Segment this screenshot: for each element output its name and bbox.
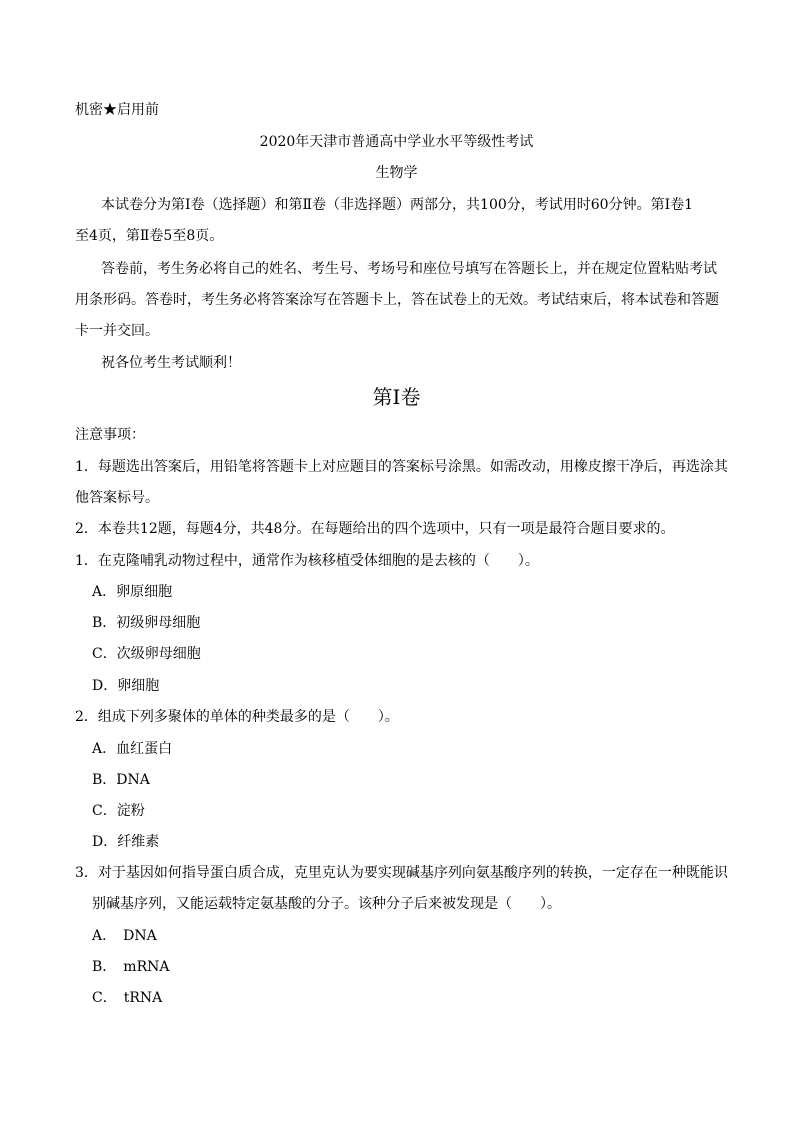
question-2-option-b: B．DNA <box>92 772 150 788</box>
notes-title: 注意事项： <box>75 427 145 443</box>
question-3-option-a: A． DNA <box>92 928 157 944</box>
section-heading: 第Ⅰ卷 <box>372 385 421 409</box>
question-1-option-a: A．卵原细胞 <box>92 584 173 600</box>
intro-paragraph-3: 祝各位考生考试顺利！ <box>101 355 241 371</box>
question-2-stem: 2．组成下列多聚体的单体的种类最多的是（ ）。 <box>75 709 399 725</box>
question-1-stem: 1．在克隆哺乳动物过程中，通常作为核移植受体细胞的是去核的（ ）。 <box>75 553 539 569</box>
question-3-option-c: C． tRNA <box>92 990 163 1006</box>
question-1-option-b: B．初级卵母细胞 <box>92 615 201 631</box>
question-1-option-d: D．卵细胞 <box>92 678 160 694</box>
note-2: 2．本卷共12题，每题4分，共48分。在每题给出的四个选项中，只有一项是最符合题目要求的。 <box>75 521 675 537</box>
question-1-option-c: C．次级卵母细胞 <box>92 646 201 662</box>
note-1-line-1: 1．每题选出答案后，用铅笔将答题卡上对应题目的答案标号涂黑。如需改动，用橡皮擦干净后，再选涂其 <box>75 459 728 475</box>
exam-title: 2020年天津市普通高中学业水平等级性考试 <box>259 134 534 150</box>
note-1-line-2: 他答案标号。 <box>75 490 159 506</box>
question-2-option-c: C．淀粉 <box>92 803 145 819</box>
question-3-option-b: B． mRNA <box>92 959 170 975</box>
intro-paragraph-2-line-1: 答卷前，考生务必将自己的姓名、考生号、考场号和座位号填写在答题长上，并在规定位置粘贴考试 <box>101 261 717 277</box>
intro-paragraph-2-line-2: 用条形码。答卷时，考生务必将答案涂写在答题卡上，答在试卷上的无效。考试结束后，将本试卷和答题 <box>75 292 719 308</box>
secret-mark: 机密★启用前 <box>75 102 159 118</box>
intro-paragraph-2-line-3: 卡一并交回。 <box>75 323 159 339</box>
question-3-stem-line-2: 别碱基序列，又能运载特定氨基酸的分子。该种分子后来被发现是（ ）。 <box>92 896 561 912</box>
subject-title: 生物学 <box>375 165 418 181</box>
intro-paragraph-1-line-1: 本试卷分为第Ⅰ卷（选择题）和第Ⅱ卷（非选择题）两部分，共100分，考试用时60分钟。第Ⅰ卷1 <box>101 197 694 213</box>
intro-paragraph-1-line-2: 至4页，第Ⅱ卷5至8页。 <box>75 228 224 244</box>
question-3-stem-line-1: 3．对于基因如何指导蛋白质合成，克里克认为要实现碱基序列向氨基酸序列的转换，一定存在一种既能识 <box>75 865 728 881</box>
question-2-option-d: D．纤维素 <box>92 834 160 850</box>
question-2-option-a: A．血红蛋白 <box>92 741 173 757</box>
